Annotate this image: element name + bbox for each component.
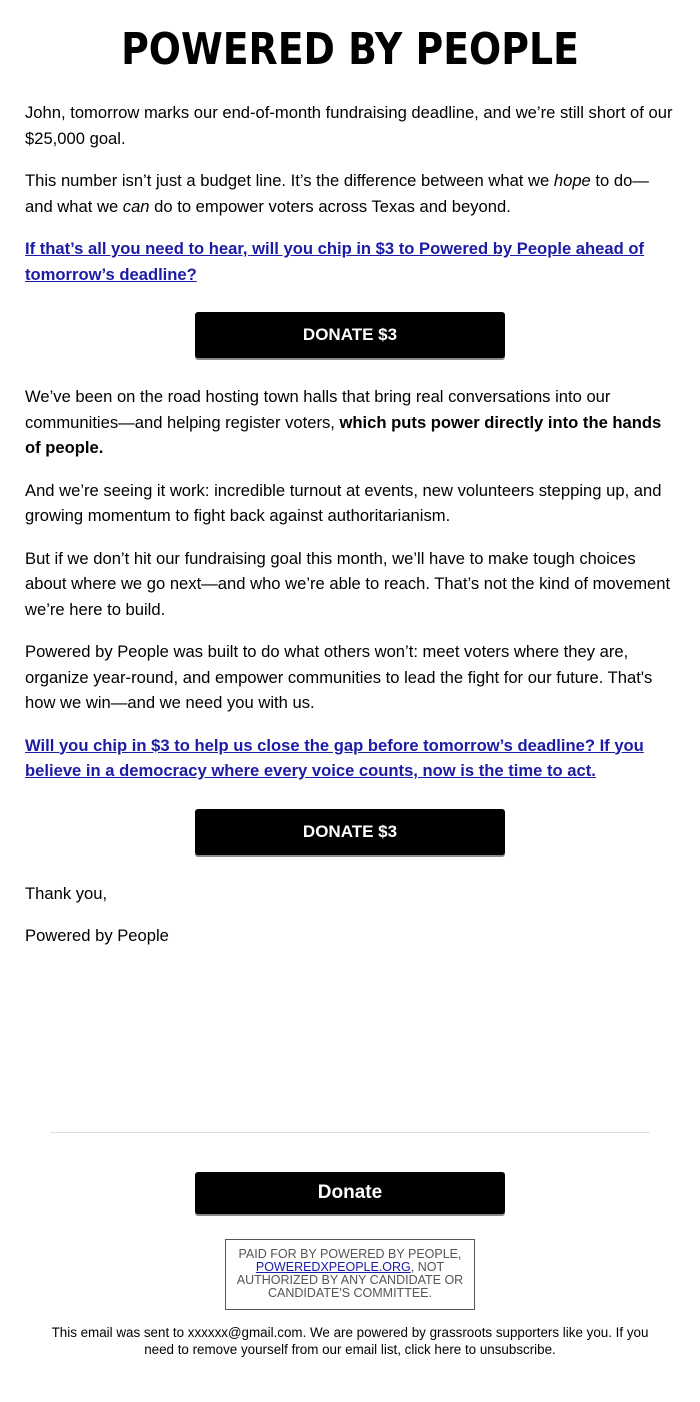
paragraph-town-halls-text: We’ve been on the road hosting town halls that bring real conversations into our communities—and helping register voters, bbox=[25, 387, 611, 432]
donate-button-row-2 bbox=[25, 809, 675, 855]
donate-3-button[interactable]: DONATE $3 bbox=[195, 312, 505, 358]
paid-for-disclaimer bbox=[225, 1239, 475, 1310]
spacer bbox=[25, 966, 675, 1132]
paragraph-tough-choices: But if we don’t hit our fundraising goal this month, we’ll have to make tough choices about where we go next—and who we’re able to reach. That’s not the kind of movement we’re here to build. bbox=[25, 548, 671, 619]
paragraph-seeing-it-work: And we’re seeing it work: incredible turnout at events, new volunteers stepping up, and growing momentum to fight back against authoritarianism. bbox=[25, 480, 662, 525]
logo-wordmark: POWERED BY PEOPLE bbox=[121, 24, 579, 75]
paragraph-town-halls bbox=[25, 384, 675, 461]
signoff: Thank you, bbox=[25, 883, 108, 903]
donate-3-button-second[interactable]: DONATE $3 bbox=[195, 809, 505, 855]
email-body bbox=[25, 0, 675, 1358]
paragraph-budget-part1: This number isn’t just a budget line. It’s the difference between what we bbox=[25, 171, 554, 190]
cta-paragraph-1 bbox=[25, 236, 675, 287]
disclaimer-text-b: , NOT AUTHORIZED BY ANY CANDIDATE OR CANDIDATE'S COMMITTEE. bbox=[236, 1259, 464, 1300]
paragraph-budget bbox=[25, 168, 675, 219]
cta-link-2[interactable]: Will you chip in $3 to help us close the gap before tomorrow’s deadline? If you believe in a democracy where every voice counts, now is the time to act. bbox=[25, 735, 644, 780]
paragraph-budget-part2: to do—and what we bbox=[25, 171, 649, 216]
footer-donate-button[interactable]: Donate bbox=[195, 1172, 505, 1214]
cta-paragraph-2 bbox=[25, 733, 675, 784]
disclaimer-website-link[interactable]: POWEREDXPEOPLE.ORG bbox=[255, 1259, 411, 1274]
footer-donate-row bbox=[25, 1172, 675, 1214]
paragraph-deadline: John, tomorrow marks our end-of-month fundraising deadline, and we’re still short of our $25,000 goal. bbox=[25, 103, 673, 148]
donate-button-row-1 bbox=[25, 312, 675, 358]
signature: Powered by People bbox=[25, 926, 169, 945]
paragraph-mission: Powered by People was built to do what others won’t: meet voters where they are, organize year-round, and empower communities to lead the fight for our future. That's how we win—and we need you with us. bbox=[25, 642, 653, 712]
footer-divider bbox=[50, 1132, 650, 1133]
cta-link-1[interactable]: If that’s all you need to hear, will you chip in $3 to Powered by People ahead of tomorrow’s deadline? bbox=[25, 239, 645, 284]
emphasis-hope: hope bbox=[553, 171, 591, 190]
paragraph-town-halls-bold: which puts power directly into the hands of people. bbox=[25, 412, 662, 457]
disclaimer-text-a: PAID FOR BY POWERED BY PEOPLE, bbox=[238, 1246, 462, 1261]
unsubscribe-note: This email was sent to xxxxxx@gmail.com. We are powered by grassroots supporters like you. If you need to remove yourself from our email list, click here to unsubscribe. bbox=[51, 1324, 649, 1357]
paragraph-budget-part3: do to empower voters across Texas and beyond. bbox=[149, 196, 511, 216]
emphasis-can: can bbox=[122, 196, 150, 216]
